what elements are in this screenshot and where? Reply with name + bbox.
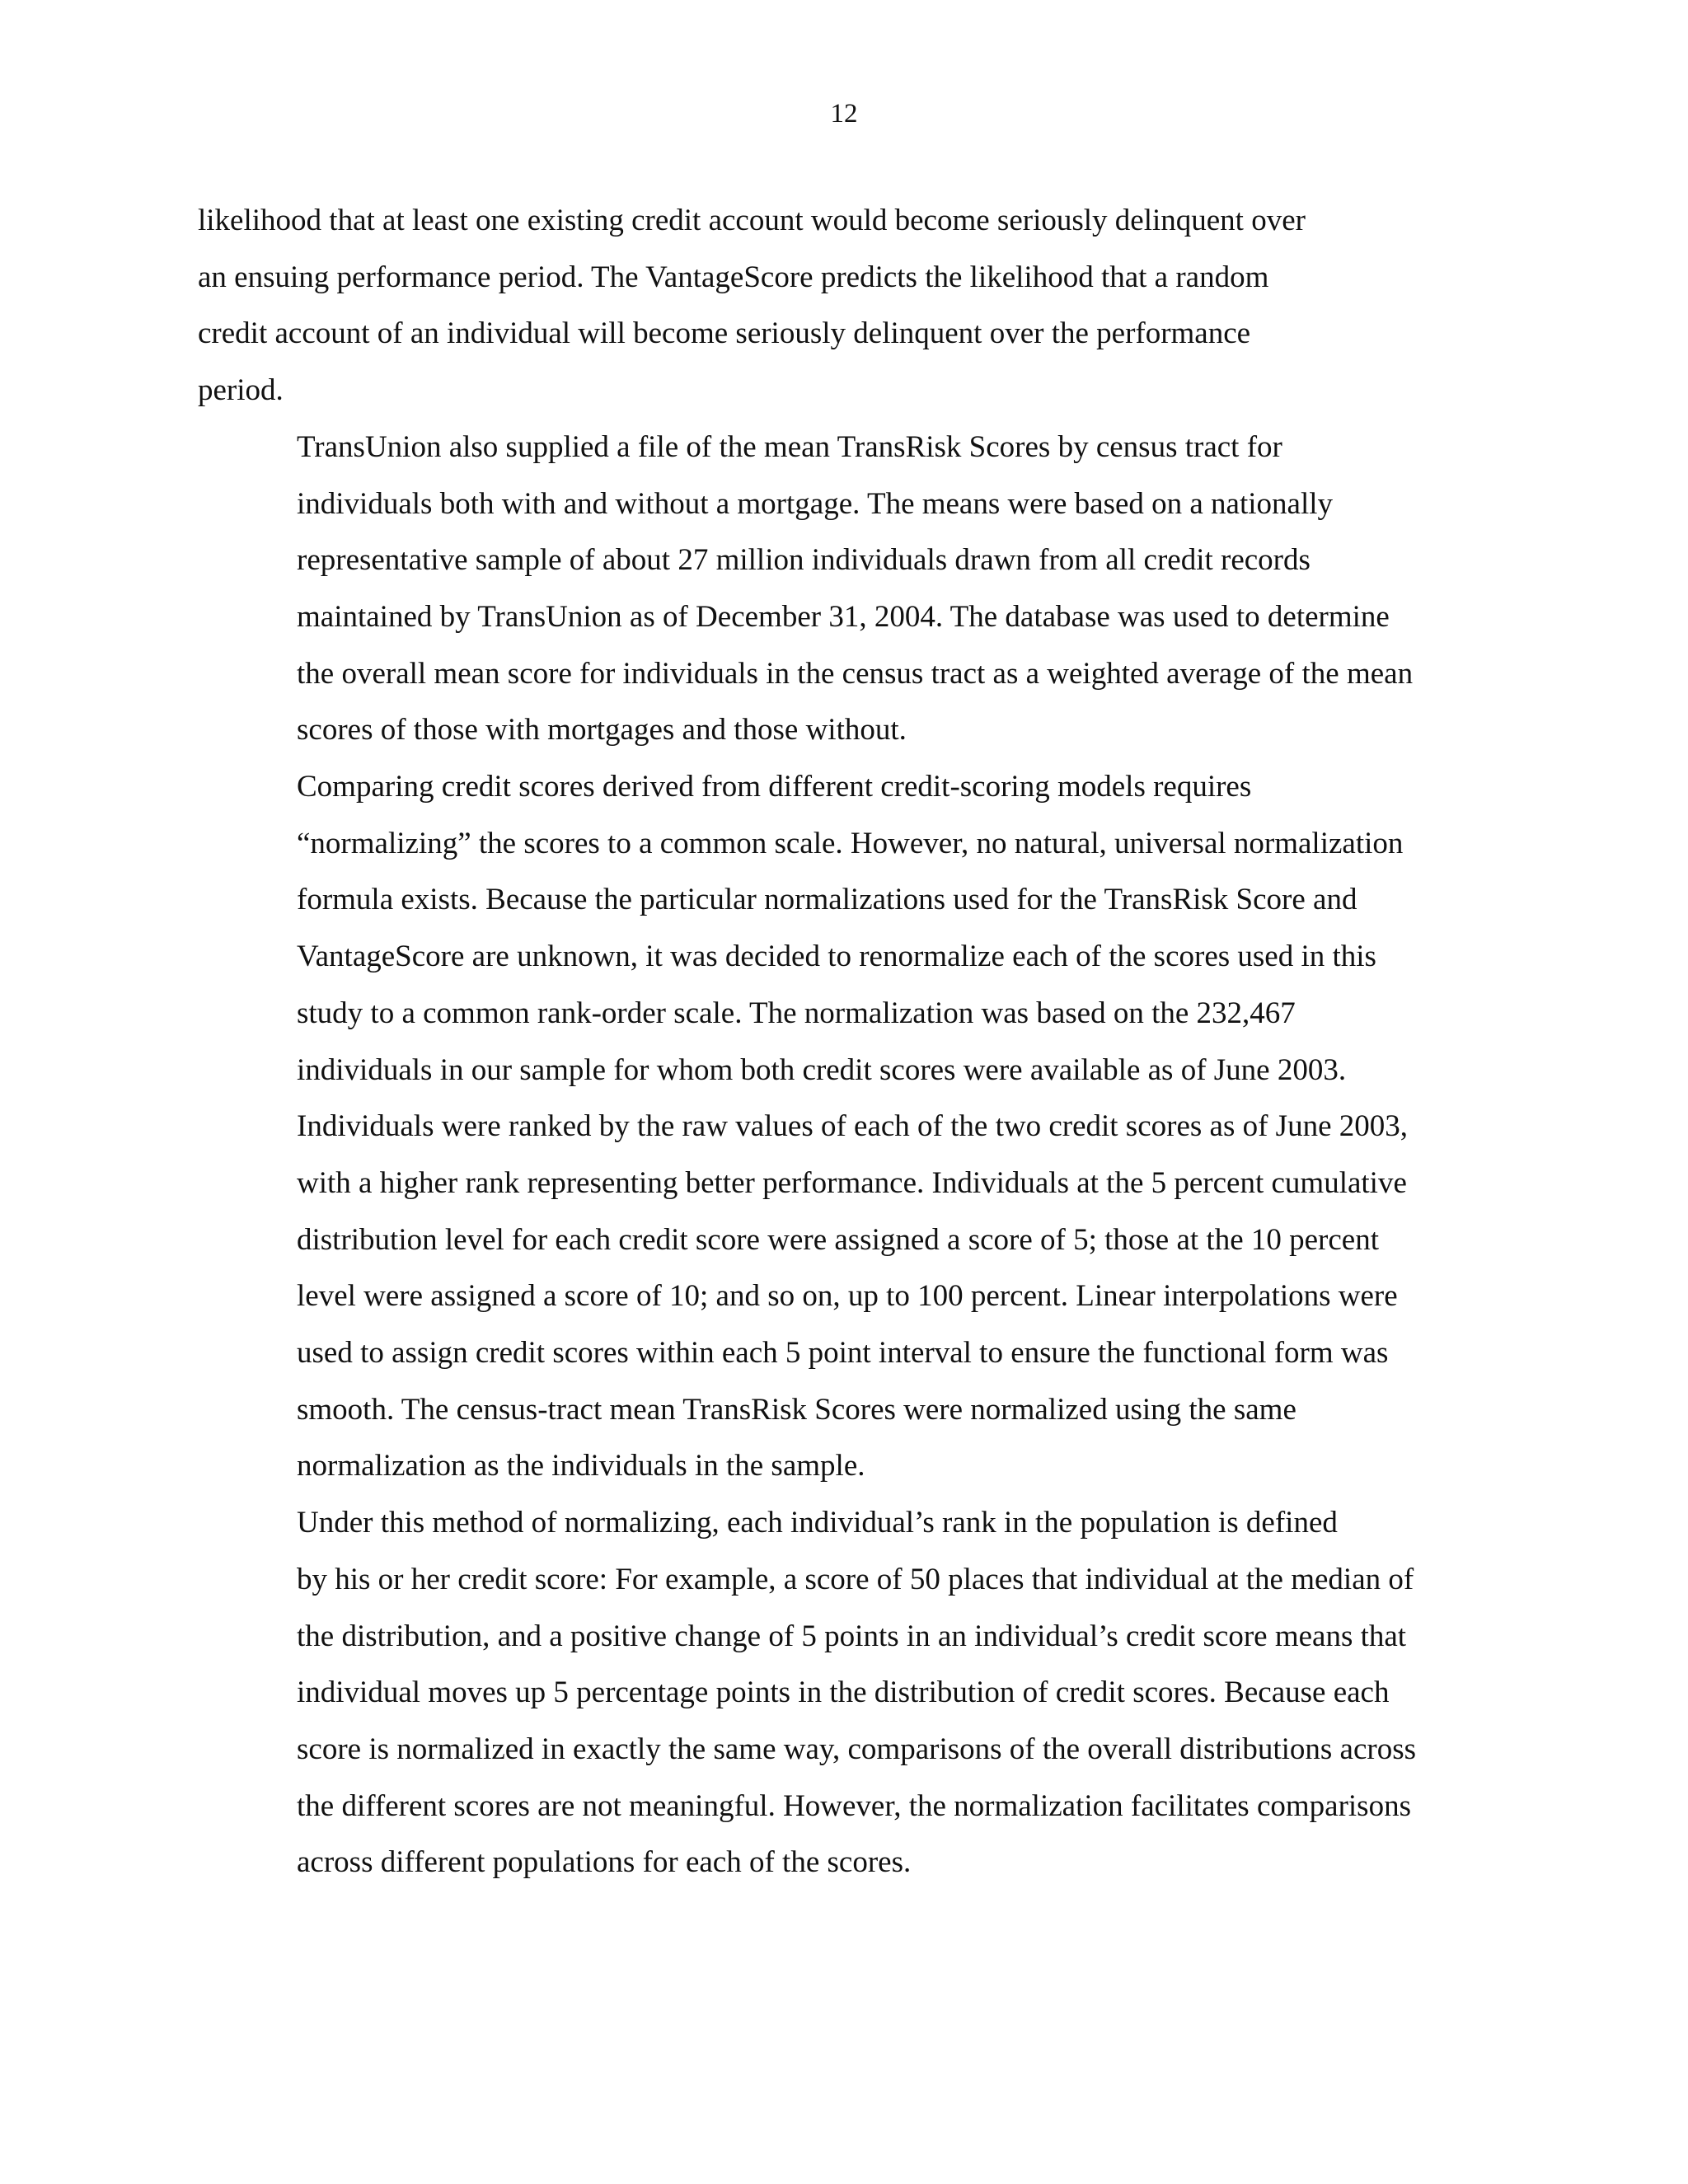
text-line: individual moves up 5 percentage points in the distribution of credit scores. Because each — [297, 1675, 1390, 1710]
text-line: Individuals were ranked by the raw values of each of the two credit scores as of June 2003, — [297, 1109, 1408, 1144]
text-line: VantageScore are unknown, it was decided to renormalize each of the scores used in this — [297, 940, 1376, 974]
text-line: an ensuing performance period. The VantageScore predicts the likelihood that a random — [198, 260, 1269, 294]
text-line: by his or her credit score: For example, a score of 50 places that individual at the median of — [297, 1562, 1414, 1596]
text-line: maintained by TransUnion as of December 31, 2004. The database was used to determine — [297, 599, 1390, 634]
text-line: individuals in our sample for whom both credit scores were available as of June 2003. — [297, 1052, 1347, 1087]
text-line: Under this method of normalizing, each individual’s rank in the population is defined — [297, 1506, 1338, 1540]
text-line: used to assign credit scores within each 5 point interval to ensure the functional form was — [297, 1336, 1389, 1371]
paragraph — [198, 193, 1451, 419]
text-line: TransUnion also supplied a file of the mean TransRisk Scores by census tract for — [297, 429, 1282, 464]
text-line: “normalizing” the scores to a common scale. However, no natural, universal normalization — [297, 826, 1404, 860]
text-line: period. — [198, 373, 284, 408]
paragraph — [198, 1495, 1451, 1891]
text-line: the different scores are not meaningful. However, the normalization facilitates comparisons — [297, 1788, 1411, 1823]
text-line: across different populations for each of the scores. — [297, 1845, 912, 1880]
text-line: formula exists. Because the particular normalizations used for the TransRisk Score and — [297, 883, 1357, 917]
text-line: credit account of an individual will become seriously delinquent over the performance — [198, 316, 1251, 351]
text-line: representative sample of about 27 million individuals drawn from all credit records — [297, 543, 1311, 578]
text-line: with a higher rank representing better performance. Individuals at the 5 percent cumulative — [297, 1165, 1407, 1200]
body-text — [198, 193, 1451, 1891]
text-line: level were assigned a score of 10; and so on, up to 100 percent. Linear interpolations were — [297, 1279, 1398, 1314]
text-line: likelihood that at least one existing credit account would become seriously delinquent over — [198, 204, 1306, 237]
text-line: the overall mean score for individuals in the census tract as a weighted average of the mean — [297, 656, 1414, 691]
text-line: scores of those with mortgages and those without. — [297, 713, 907, 748]
text-line: Comparing credit scores derived from different credit-scoring models requires — [297, 770, 1252, 804]
text-line: score is normalized in exactly the same way, comparisons of the overall distributions across — [297, 1732, 1416, 1766]
text-line: study to a common rank-order scale. The normalization was based on the 232,467 — [297, 996, 1296, 1030]
page-number: 12 — [830, 99, 858, 129]
paragraph — [198, 419, 1451, 759]
paragraph — [198, 759, 1451, 1495]
text-line: smooth. The census-tract mean TransRisk Scores were normalized using the same — [297, 1392, 1296, 1427]
text-line: normalization as the individuals in the sample. — [297, 1449, 865, 1483]
text-line: individuals both with and without a mortgage. The means were based on a nationally — [297, 486, 1334, 521]
text-line: distribution level for each credit score were assigned a score of 5; those at the 10 percent — [297, 1222, 1379, 1257]
text-line: the distribution, and a positive change of 5 points in an individual’s credit score means that — [297, 1619, 1407, 1653]
